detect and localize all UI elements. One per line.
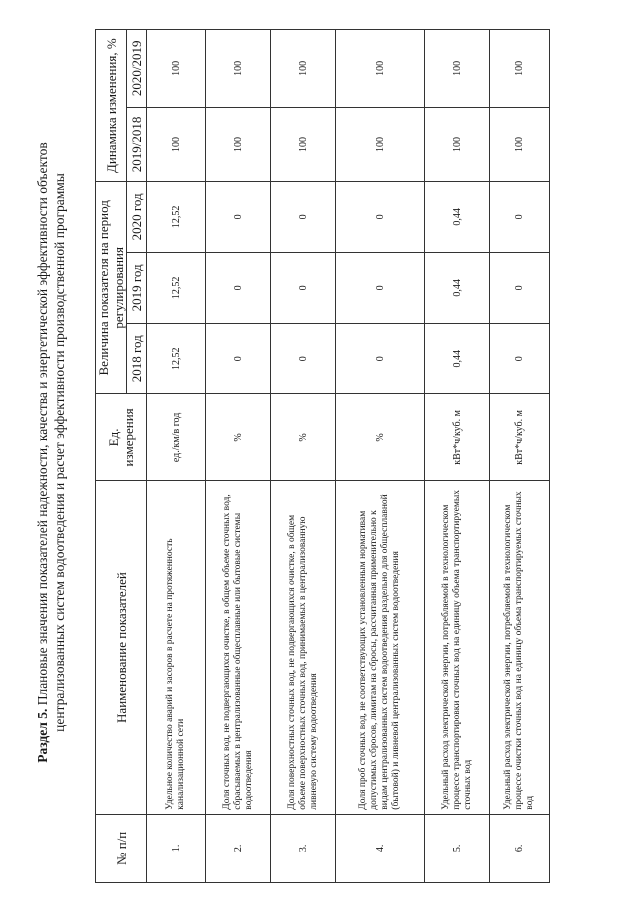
row-2019: 0 (271, 252, 336, 323)
section-title (34, 0, 68, 905)
table-row (147, 30, 206, 883)
table-row (206, 30, 271, 883)
row-d2020: 100 (490, 30, 550, 108)
row-2020: 0 (336, 182, 425, 252)
row-2020: 0,44 (425, 182, 490, 252)
header-num: № п/п (96, 814, 147, 882)
row-unit: кВт*ч/куб. м (425, 394, 490, 481)
header-d2020: 2020/2019 (127, 30, 147, 108)
row-num: 1. (147, 814, 206, 882)
section-title-line2: централизованных систем водоотведения и расчет эффективности производственной программы (52, 173, 67, 732)
row-d2019: 100 (425, 107, 490, 182)
row-d2019: 100 (206, 107, 271, 182)
row-d2019: 100 (490, 107, 550, 182)
header-2018: 2018 год (127, 324, 147, 394)
row-unit: % (271, 394, 336, 481)
row-d2019: 100 (147, 107, 206, 182)
row-2020: 0 (206, 182, 271, 252)
header-value-group: Величина показателя на период регулирования (96, 182, 127, 394)
section-title-line1: Плановые значения показателей надежности, качества и энергетической эффективности объектов (35, 142, 50, 709)
header-2019: 2019 год (127, 252, 147, 323)
header-unit: Ед. измерения (96, 394, 147, 481)
row-d2019: 100 (336, 107, 425, 182)
header-name: Наименование показателей (96, 481, 147, 814)
row-2019: 0 (336, 252, 425, 323)
row-num: 2. (206, 814, 271, 882)
table-row (490, 30, 550, 883)
row-num: 6. (490, 814, 550, 882)
row-num: 5. (425, 814, 490, 882)
row-name: Удельный расход электрической энергии, потребляемой в технологическом процессе транспортировки сточных вод на единицу объема транспортируемых сточных вод (425, 481, 490, 814)
row-d2020: 100 (336, 30, 425, 108)
table-row (425, 30, 490, 883)
row-unit: кВт*ч/куб. м (490, 394, 550, 481)
row-2020: 0 (271, 182, 336, 252)
header-2020: 2020 год (127, 182, 147, 252)
header-dynamics-group: Динамика изменения, % (96, 30, 127, 182)
row-2020: 0 (490, 182, 550, 252)
row-2018: 0 (336, 324, 425, 394)
indicators-table (95, 29, 550, 883)
row-2018: 12,52 (147, 324, 206, 394)
row-unit: ед./км/в год (147, 394, 206, 481)
row-2019: 12,52 (147, 252, 206, 323)
row-2018: 0 (206, 324, 271, 394)
row-num: 3. (271, 814, 336, 882)
row-name: Доля поверхностных сточных вод, не подвергающихся очистке, в общем объеме поверхностных сточных вод, принимаемых в централизованную ливневую систему водоотведения (271, 481, 336, 814)
row-name: Удельное количество аварий и засоров в расчете на протяженность канализационной сети (147, 481, 206, 814)
row-d2020: 100 (271, 30, 336, 108)
row-2018: 0 (490, 324, 550, 394)
row-unit: % (336, 394, 425, 481)
row-2019: 0 (490, 252, 550, 323)
header-row-1 (96, 30, 127, 883)
row-2020: 12,52 (147, 182, 206, 252)
table-row (336, 30, 425, 883)
row-name: Доля сточных вод, не подвергающихся очистке, в общем объеме сточных вод, сбрасываемых в централизованные общесплавные или бытовые системы водоотведения (206, 481, 271, 814)
row-d2020: 100 (206, 30, 271, 108)
row-d2020: 100 (425, 30, 490, 108)
table-row (271, 30, 336, 883)
row-unit: % (206, 394, 271, 481)
header-d2019: 2019/2018 (127, 107, 147, 182)
row-name: Удельный расход электрической энергии, потребляемой в технологическом процессе очистки сточных вод на единицу объема транспортируемых сточных вод (490, 481, 550, 814)
row-d2019: 100 (271, 107, 336, 182)
row-d2020: 100 (147, 30, 206, 108)
row-name: Доля проб сточных вод, не соответствующих установленным нормативам допустимых сбросов, лимитам на сбросы, рассчитанная применительно к видам централизованных систем водоотведения раздельно для общесплавной (бытовой) и ливневой централизованных систем водоотведения (336, 481, 425, 814)
row-num: 4. (336, 814, 425, 882)
row-2019: 0 (206, 252, 271, 323)
row-2019: 0,44 (425, 252, 490, 323)
section-title-bold: Раздел 5. (35, 708, 50, 763)
row-2018: 0,44 (425, 324, 490, 394)
row-2018: 0 (271, 324, 336, 394)
